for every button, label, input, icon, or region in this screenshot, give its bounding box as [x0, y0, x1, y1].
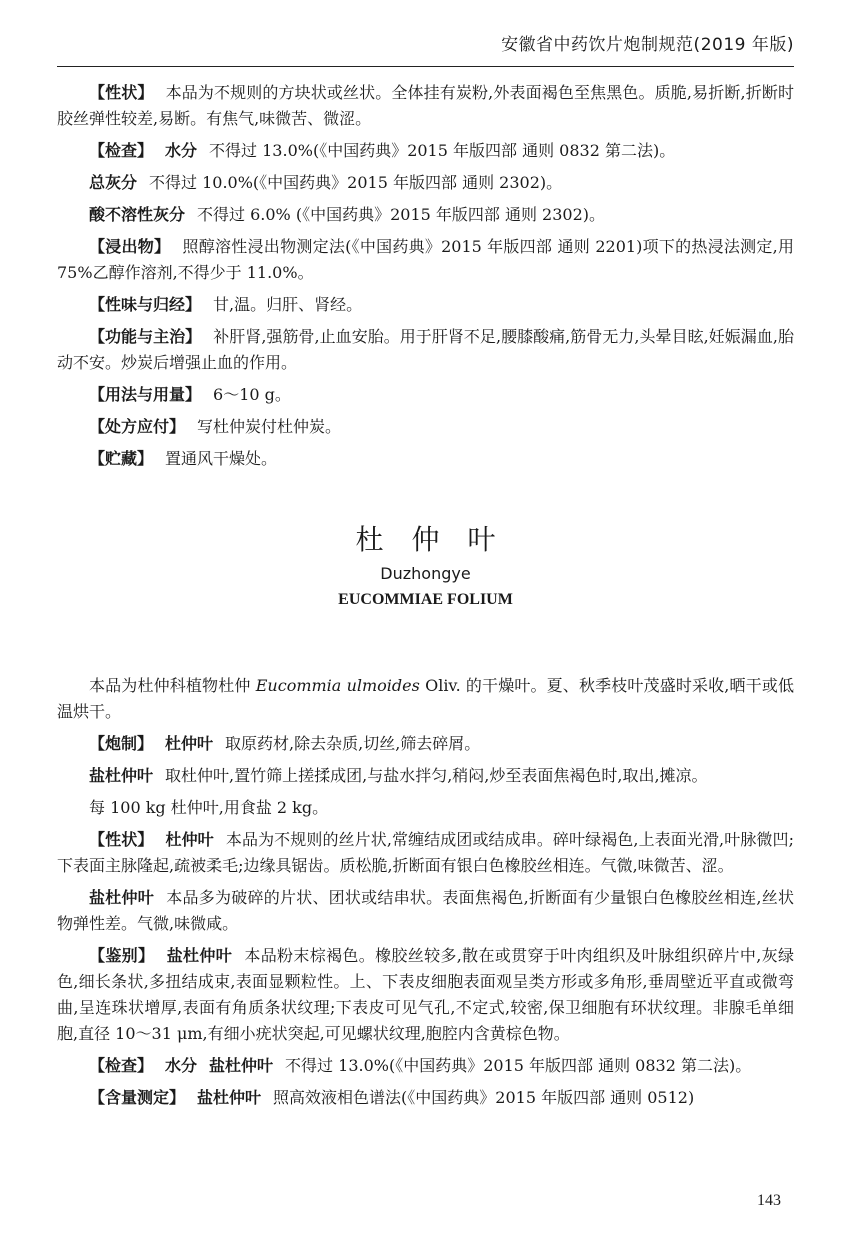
- entry-latin-name: EUCOMMIAE FOLIUM: [338, 591, 513, 608]
- paragraph-text: 不得过 13.0%(《中国药典》2015 年版四部 通则 0832 第二法)。: [209, 141, 676, 160]
- section-label: 【检查】: [89, 1056, 154, 1075]
- paragraph-appearance: [57, 80, 794, 132]
- paragraph-leaf-appearance: [57, 827, 794, 879]
- paragraph-text: 甘,温。归肝、肾经。: [213, 295, 363, 314]
- paragraph-dosage: [57, 382, 794, 408]
- paragraph-leaf-inspection: [57, 1053, 794, 1079]
- section-label: 【浸出物】: [89, 237, 171, 256]
- paragraph-total-ash: [57, 170, 794, 196]
- sub-label: 盐杜仲叶: [166, 946, 233, 965]
- species-name: Eucommia ulmoides: [255, 676, 420, 695]
- paragraph-text: 照醇溶性浸出物测定法(《中国药典》2015 年版四部 通则 2201)项下的热浸法测定,用 75%乙醇作溶剂,不得少于 11.0%。: [57, 237, 794, 282]
- paragraph-text: 置通风干燥处。: [165, 449, 278, 468]
- paragraph-salt-ratio: [57, 795, 794, 821]
- sub-label: 盐杜仲叶: [89, 766, 154, 785]
- paragraph-text: 照高效液相色谱法(《中国药典》2015 年版四部 通则 0512): [273, 1088, 695, 1107]
- paragraph-nature-meridian: [57, 292, 794, 318]
- sub-label: 水分: [165, 141, 198, 160]
- source-text-rest: Oliv. 的干燥叶。夏、秋季枝叶茂盛时采收,晒干或低温烘干。: [57, 676, 794, 721]
- section-label: 【性味与归经】: [89, 295, 202, 314]
- paragraph-text: 本品多为破碎的片状、团状或结串状。表面焦褐色,折断面有少量银白色橡胶丝相连,丝状物弹性差。气微,味微咸。: [57, 888, 794, 933]
- paragraph-text: 6～10 g。: [213, 385, 291, 404]
- paragraph-processing: [57, 731, 794, 757]
- section-label: 【功能与主治】: [89, 327, 202, 346]
- paragraph-function: [57, 324, 794, 376]
- paragraph-extract: [57, 234, 794, 286]
- section-label: 【用法与用量】: [89, 385, 202, 404]
- paragraph-assay: [57, 1085, 794, 1111]
- paragraph-identification: [57, 943, 794, 1047]
- page-number: 143: [757, 1192, 781, 1209]
- header-rule: [57, 66, 794, 67]
- source-text: 本品为杜仲科植物杜仲: [89, 676, 256, 695]
- sub-label: 杜仲叶: [165, 734, 214, 753]
- paragraph-text: 不得过 13.0%(《中国药典》2015 年版四部 通则 0832 第二法)。: [285, 1056, 752, 1075]
- paragraph-text: 不得过 6.0% (《中国药典》2015 年版四部 通则 2302)。: [197, 205, 606, 224]
- section-label: 【炮制】: [89, 734, 154, 753]
- paragraph-acid-insoluble-ash: [57, 202, 794, 228]
- entry-title: 杜仲叶: [355, 523, 524, 556]
- sub-label: 总灰分: [89, 173, 138, 192]
- paragraph-text: 本品为不规则的方块状或丝状。全体挂有炭粉,外表面褐色至焦黑色。质脆,易折断,折断时胶丝弹性较差,易断。有焦气,味微苦、微涩。: [57, 83, 794, 128]
- paragraph-text: 不得过 10.0%(《中国药典》2015 年版四部 通则 2302)。: [149, 173, 563, 192]
- paragraph-text: 取原药材,除去杂质,切丝,筛去碎屑。: [225, 734, 481, 753]
- paragraph-prescription: [57, 414, 794, 440]
- sub-label: 水分: [165, 1056, 198, 1075]
- sub-label: 杜仲叶: [165, 830, 214, 849]
- section-label: 【贮藏】: [89, 449, 154, 468]
- sub-label: 盐杜仲叶: [197, 1088, 262, 1107]
- section-label: 【性状】: [89, 830, 154, 849]
- entry-pinyin: Duzhongye: [380, 564, 471, 583]
- section-label: 【处方应付】: [89, 417, 186, 436]
- paragraph-text: 取杜仲叶,置竹筛上搓揉成团,与盐水拌匀,稍闷,炒至表面焦褐色时,取出,摊凉。: [165, 766, 708, 785]
- paragraph-text: 本品粉末棕褐色。橡胶丝较多,散在或贯穿于叶肉组织及叶脉组织碎片中,灰绿色,细长条状,多扭结成束,表面显颗粒性。上、下表皮细胞表面观呈类方形或多角形,垂周壁近平直或微弯曲,呈连珠状增厚,表面有角质条状纹理;下表皮可见气孔,不定式,较密,保卫细胞有环状纹理。非腺毛单细胞,直径 10～31 μm,有细小疣状突起,可见螺状纹理,胞腔内含黄棕色物。: [57, 946, 794, 1043]
- sub-label-2: 盐杜仲叶: [209, 1056, 274, 1075]
- paragraph-inspection: [57, 138, 794, 164]
- section-label: 【性状】: [89, 83, 154, 102]
- section-label: 【检查】: [89, 141, 154, 160]
- paragraph-storage: [57, 446, 794, 472]
- paragraph-text: 写杜仲炭付杜仲炭。: [197, 417, 342, 436]
- page-content: [57, 80, 794, 1117]
- paragraph-salt-leaf-appearance: [57, 885, 794, 937]
- paragraph-source: [57, 673, 794, 725]
- paragraph-text: 补肝肾,强筋骨,止血安胎。用于肝肾不足,腰膝酸痛,筋骨无力,头晕目眩,妊娠漏血,胎动不安。炒炭后增强止血的作用。: [57, 327, 794, 372]
- paragraph-text: 本品为不规则的丝片状,常缠结成团或结成串。碎叶绿褐色,上表面光滑,叶脉微凹;下表面主脉隆起,疏被柔毛;边缘具锯齿。质松脆,折断面有银白色橡胶丝相连。气微,味微苦、涩。: [57, 830, 794, 875]
- sub-label: 酸不溶性灰分: [89, 205, 186, 224]
- paragraph-text: 每 100 kg 杜仲叶,用食盐 2 kg。: [89, 798, 329, 817]
- section-label: 【鉴别】: [89, 946, 155, 965]
- section-label: 【含量测定】: [89, 1088, 186, 1107]
- sub-label: 盐杜仲叶: [89, 888, 154, 907]
- paragraph-salt-processing: [57, 763, 794, 789]
- running-header: 安徽省中药饮片炮制规范(2019 年版): [501, 35, 794, 55]
